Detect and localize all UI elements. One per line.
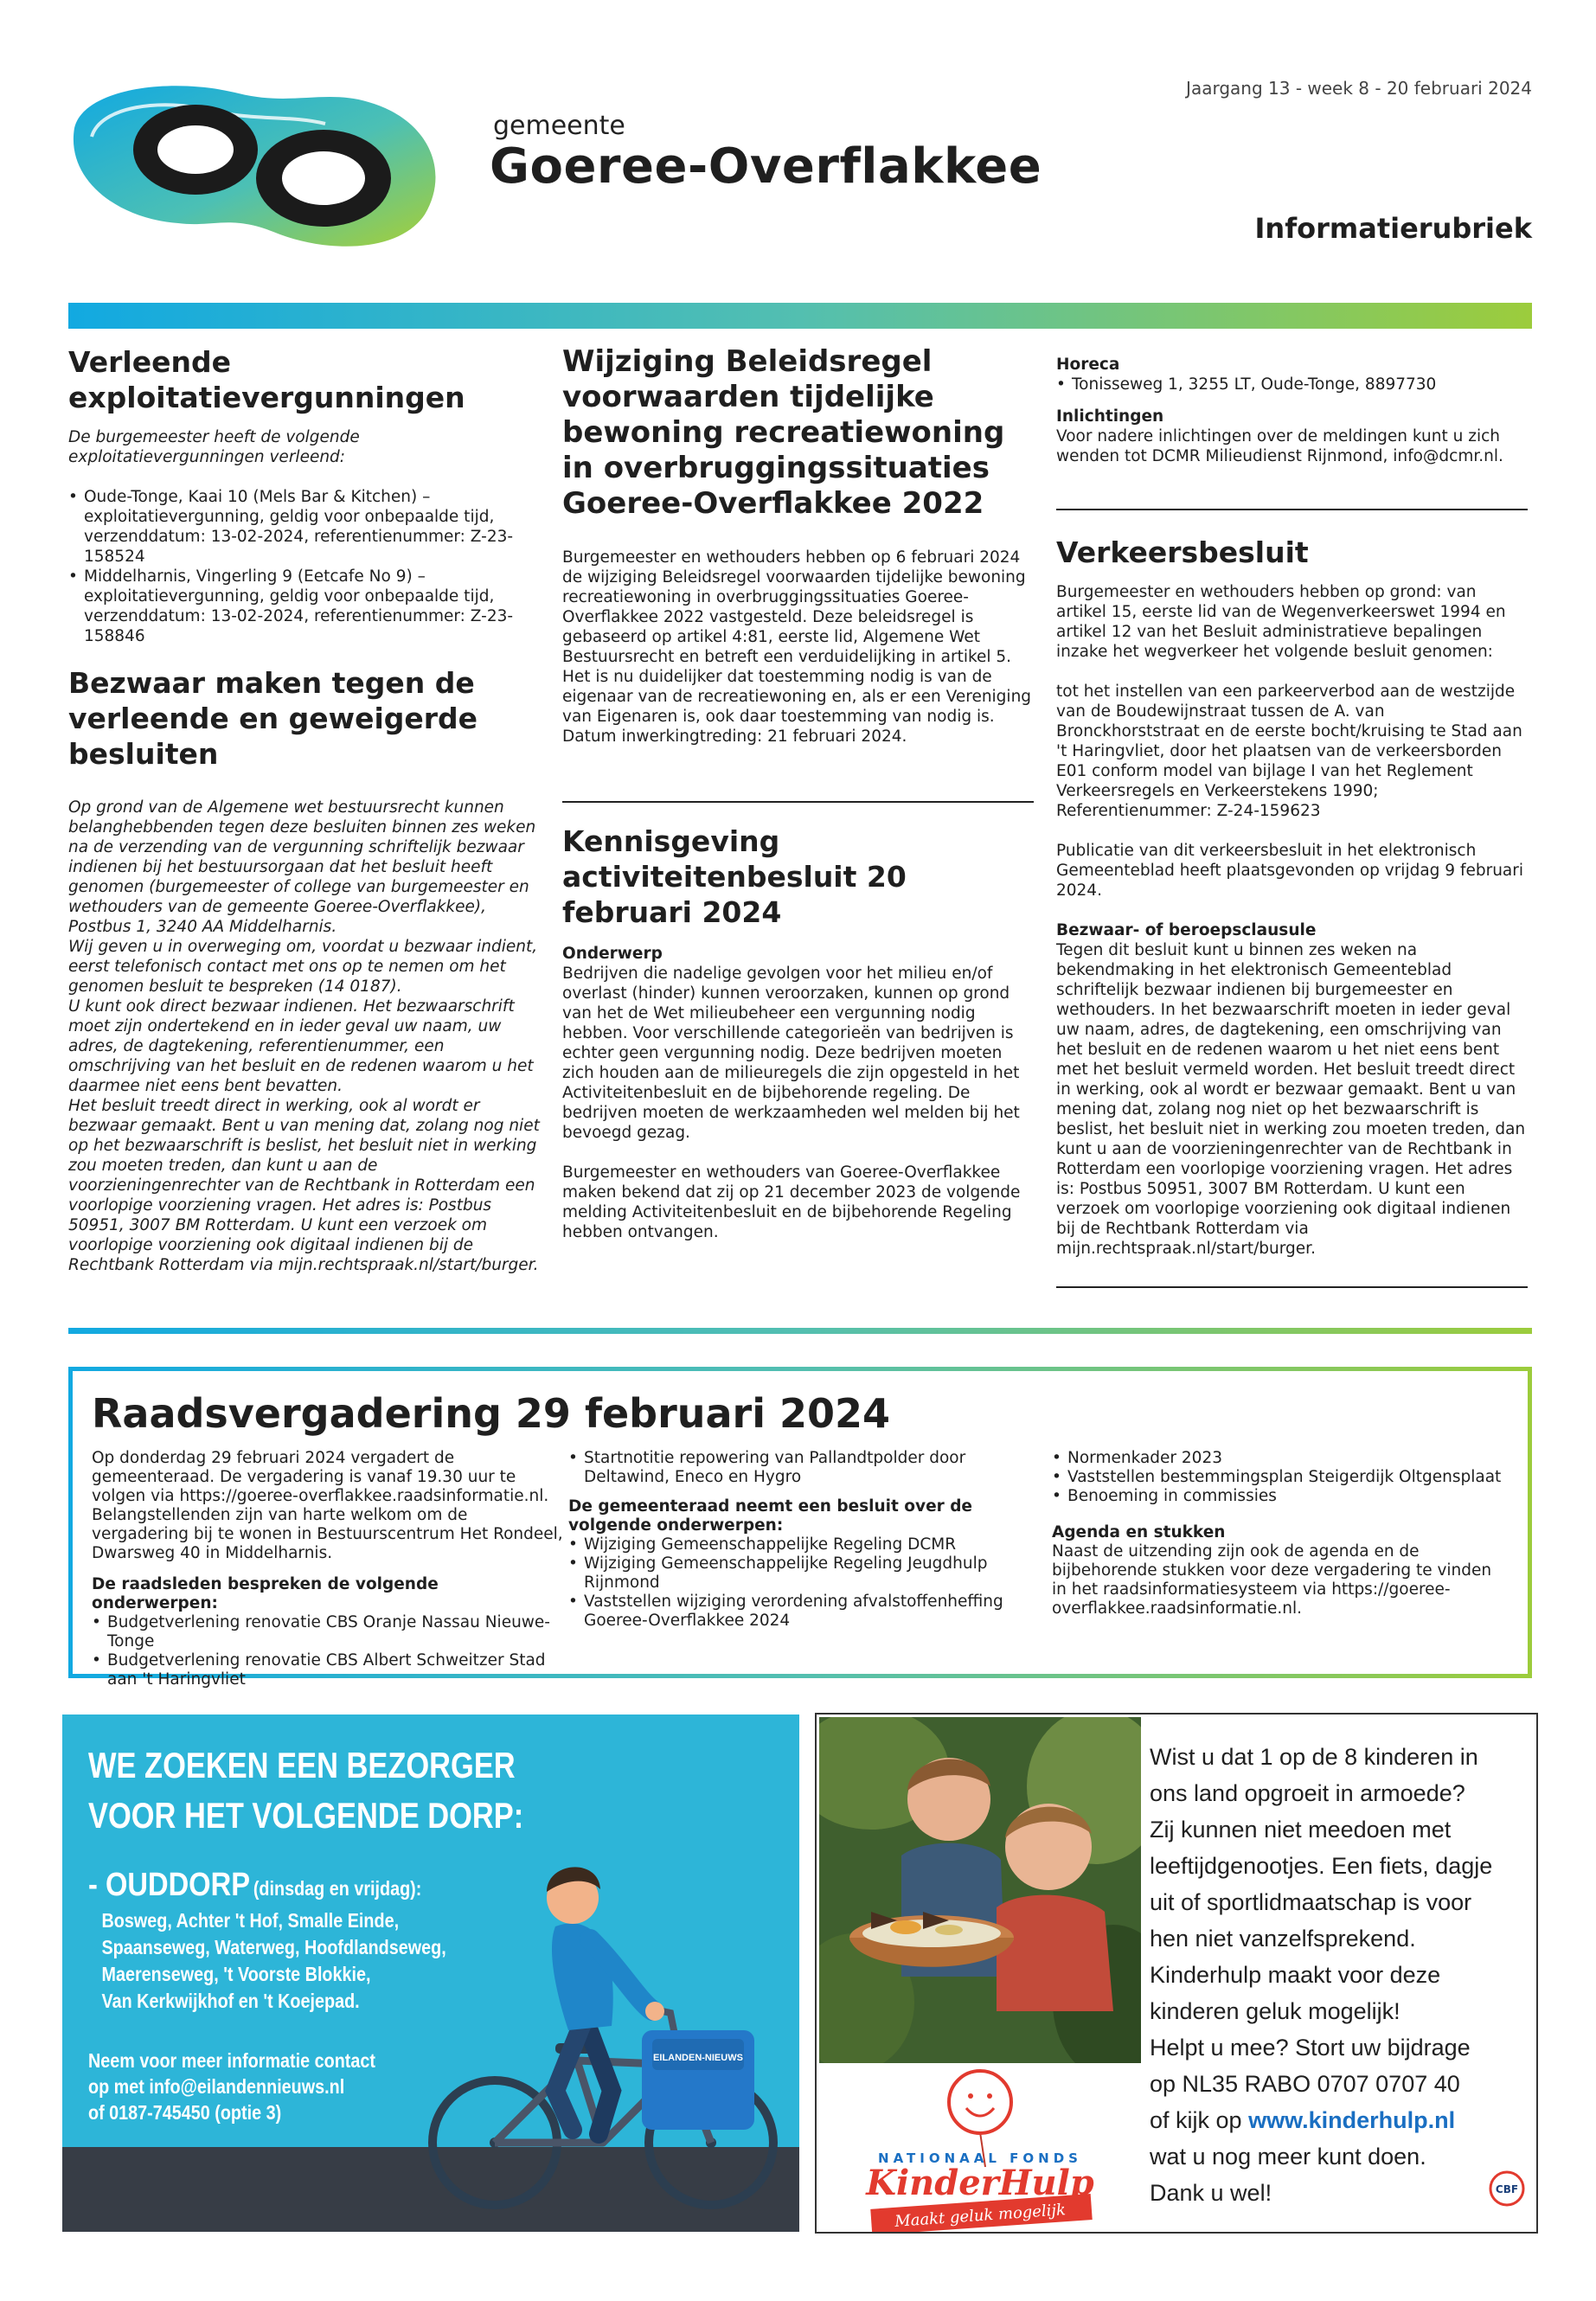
heading-exploitatievergunningen: Verleende exploitatievergunningen (68, 345, 465, 414)
paragraph: Wij geven u in overweging om, voordat u bezwaar indient, eerst telefonisch contact met ons op te nemen om het genomen besluit te bespreken (14 0187). (68, 938, 538, 996)
paragraph: Op donderdag 29 februari 2024 vergadert de gemeenteraad. De vergadering is vanaf 19.30 uur te volgen via https://goeree-overflakkee.raadsinformatie.nl. Belangstellenden zijn van harte welkom om de vergadering bij te wonen in Bestuurscentrum Het Rondeel, Dwarsweg 40 in Middelharnis. (92, 1449, 563, 1562)
list-item: • Tonisseweg 1, 3255 LT, Oude-Tonge, 8897730 (1056, 375, 1528, 394)
list-item: • Budgetverlening renovatie CBS Oranje Nassau Nieuwe-Tonge (92, 1613, 563, 1651)
street-list: Bosweg, Achter 't Hof, Smalle Einde, Spaanseweg, Waterweg, Hoofdlandseweg, Maerenseweg, 't Voorste Blokkie, Van Kerkwijkhof en 't Koejepad. (101, 1909, 446, 2012)
section-divider (1056, 509, 1528, 510)
subheading: Inlichtingen (1056, 407, 1164, 426)
list-item: • Budgetverlening renovatie CBS Albert Schweitzer Stad aan 't Haringvliet (92, 1651, 563, 1689)
paragraph: tot het instellen van een parkeerverbod aan de westzijde van de Boudewijnstraat tussen de A. van Bronckhorststraat en de eerste bocht/kruising te Stad aan 't Haringvliet, door het plaatsen van de verkeersborden E01 conform model van bijlage I van het Reglement Verkeersregels en Verkeerstekens 1990; Referentienummer: Z-24-159623 (1056, 683, 1522, 820)
column-2 (562, 344, 1034, 747)
permit-list (68, 487, 540, 646)
section-divider (1056, 1286, 1528, 1288)
gradient-divider-top (68, 303, 1532, 329)
list-item: • Vaststellen wijziging verordening afvalstoffenheffing Goeree-Overflakkee 2024 (568, 1593, 1031, 1631)
bag-label: EILANDEN-NIEUWS (653, 2053, 743, 2063)
column-3 (1056, 355, 1528, 466)
paragraph: Tegen dit besluit kunt u binnen zes weken na bekendmaking in het elektronisch Gemeenteblad schriftelijk bezwaar indienen bij burgemeester en wethouders. In het bezwaarschrift moeten in ieder geval uw naam, adres, de dagtekening, een omschrijving van het besluit en de redenen waarom u het niet eens bent met het besluit vermeld worden. Het besluit treedt direct in werking, ook al wordt er bezwaar gemaakt. Bent u van mening dat, zolang nog niet op het bezwaarschrift is beslist, het besluit niet in werking zou moeten treden, dan kunt u aan de voorzieningenrechter van de Rechtbank in Rotterdam een voorlopige voorziening vragen. Het adres is: Postbus 50951, 3007 BM Rotterdam. U kunt een verzoek om voorlopige voorziening ook digitaal indienen bij de Rechtbank Rotterdam via mijn.rechtspraak.nl/start/burger. (1056, 941, 1526, 1258)
council-column-2 (568, 1449, 1031, 1631)
kinderhulp-link[interactable]: www.kinderhulp.nl (1248, 2107, 1456, 2133)
paragraph: Publicatie van dit verkeersbesluit in het elektronisch Gemeenteblad heeft plaatsgevonden op vrijdag 9 februari 2024. (1056, 842, 1523, 900)
heading-bezwaar: Bezwaar maken tegen de verleende en geweigerde besluiten (68, 666, 478, 771)
town-name: - OUDDORP (88, 1867, 251, 1903)
paragraph: Het besluit treedt direct in werking, ook al wordt er bezwaar gemaakt. Bent u van mening dat, zolang nog niet op het bezwaarschrift is beslist, het besluit niet in werking zou moeten treden, dan kunt u aan de voorzieningenrechter van de Rechtbank in Rotterdam een voorlopige voorziening vragen. Het adres is: Postbus 50951, 3007 BM Rotterdam. U kunt een verzoek om voorlopige voorziening ook digitaal indienen bij de Rechtbank Rotterdam via mijn.rechtspraak.nl/start/burger. (68, 1097, 540, 1274)
list-item: • Oude-Tonge, Kaai 10 (Mels Bar & Kitchen) – exploitatievergunning, geldig voor onbepaalde tijd, verzenddatum: 13-02-2024, referentienummer: Z-23-158524 (68, 487, 540, 567)
kinderhulp-ad (815, 1713, 1538, 2234)
issue-info: Jaargang 13 - week 8 - 20 februari 2024 (1186, 78, 1532, 99)
cbf-seal (1488, 2170, 1526, 2216)
paragraph: Bedrijven die nadelige gevolgen voor het milieu en/of overlast (hinder) kunnen veroorzaken, kunnen op grond van het de Wet milieubeheer een vergunning nodig hebben. Voor verschillende categorieën van bedrijven is echter geen vergunning nodig. Deze bedrijven moeten zich houden aan de milieuregels die zijn opgesteld in het Activiteitenbesluit en de bijbehorende regeling. De bedrijven moeten de werkzaamheden wel melden bij het bevoegd gezag. (562, 965, 1020, 1142)
delivery-person-ad (62, 1715, 799, 2232)
intro-text: De burgemeester heeft de volgende exploitatievergunningen verleend: (68, 428, 360, 466)
paragraph: Datum inwerkingtreding: 21 februari 2024. (562, 727, 907, 746)
paragraph: Burgemeester en wethouders van Goeree-Overflakkee maken bekend dat zij op 21 december 2023 de volgende melding Activiteitenbesluit en de bijbehorende Regeling hebben ontvangen. (562, 1163, 1021, 1241)
kinderhulp-text: Wist u dat 1 op de 8 kinderen in ons land opgroeit in armoede? Zij kunnen niet meedoen met leeftijdgenootjes. Een fiets, dagje uit of sportlidmaatschap is voor hen niet vanzelfsprekend. Kinderhulp maakt voor deze kinderen geluk mogelijk! Helpt u mee? Stort uw bijdrage op NL35 RABO 0707 0707 40 of kijk op www.kinderhulp.nl wat u nog meer kunt doen. Dank u wel! (1150, 1744, 1493, 2206)
municipality-logo (66, 76, 446, 253)
list-item: • Startnotitie repowering van Pallandtpolder door Deltawind, Eneco en Hygro (568, 1449, 1031, 1487)
list-item: • Vaststellen bestemmingsplan Steigerdijk Oltgensplaat (1052, 1468, 1502, 1487)
column-3-lower (1056, 535, 1528, 1259)
section-label: Informatierubriek (1254, 212, 1532, 245)
section-divider (562, 801, 1034, 803)
list-item: • Benoeming in commissies (1052, 1487, 1502, 1506)
paragraph: Voor nadere inlichtingen over de meldingen kunt u zich wenden tot DCMR Milieudienst Rijnmond, info@dcmr.nl. (1056, 427, 1503, 465)
logo-name: KinderHulp (866, 2163, 1094, 2203)
route-details (88, 1867, 446, 2015)
column-2-lower (562, 824, 1034, 1242)
paragraph: Op grond van de Algemene wet bestuursrecht kunnen belanghebbenden tegen deze besluiten binnen zes weken na de verzending van de vergunning schriftelijk bezwaar indienen bij het bestuursorgaan dat het besluit heeft genomen (burgemeester of college van burgemeester en wethouders van de gemeente Goeree-Overflakkee), Postbus 1, 3240 AA Middelharnis. (68, 798, 536, 936)
subheading: Horeca (1056, 356, 1120, 374)
list-item: • Wijziging Gemeenschappelijke Regeling DCMR (568, 1535, 1031, 1554)
municipality-prefix: gemeente (493, 111, 625, 141)
ad-headline: WE ZOEKEN EEN BEZORGER VOOR HET VOLGENDE DORP: (88, 1745, 524, 1836)
subheading: Onderwerp (562, 945, 663, 963)
subheading: Bezwaar- of beroepsclausule (1056, 921, 1317, 939)
gradient-divider-middle (68, 1328, 1532, 1334)
list-item: • Middelharnis, Vingerling 9 (Eetcafe No 9) – exploitatievergunning, geldig voor onbepaalde tijd, verzenddatum: 13-02-2024, referentienummer: Z-23-158846 (68, 567, 540, 646)
heading-beleidsregel: Wijziging Beleidsregel voorwaarden tijdelijke bewoning recreatiewoning in overbruggingssituaties Goeree-Overflakkee 2022 (562, 344, 1005, 521)
kinderhulp-logo (819, 2063, 1141, 2232)
list-item: • Normenkader 2023 (1052, 1449, 1502, 1468)
council-column-1 (92, 1449, 563, 1689)
council-meeting-box (68, 1367, 1532, 1689)
paragraph: Burgemeester en wethouders hebben op 6 februari 2024 de wijziging Beleidsregel voorwaarden tijdelijke bewoning recreatiewoning in overbruggingssituaties Goeree-Overflakkee 2022 vastgesteld. Deze beleidsregel is gebaseerd op artikel 4:81, eerste lid, Algemene Wet Bestuursrecht en betreft een verduidelijking in artikel 5. Het is nu duidelijker dat toestemming nodig is van de eigenaar van de recreatiewoning en, als er een Vereniging van Eigenaren is, ook daar toestemming van nodig is. (562, 548, 1032, 726)
delivery-days: (dinsdag en vrijdag): (253, 1877, 422, 1900)
subheading: Agenda en stukken (1052, 1523, 1226, 1541)
subheading: De gemeenteraad neemt een besluit over de volgende onderwerpen: (568, 1497, 972, 1535)
logo-top-text: NATIONAAL FONDS (878, 2150, 1082, 2166)
heading-activiteitenbesluit: Kennisgeving activiteitenbesluit 20 februari 2024 (562, 824, 907, 929)
logo-tagline: Maakt geluk mogelijk (894, 2201, 1067, 2231)
column-1 (68, 344, 540, 1275)
paragraph: Naast de uitzending zijn ook de agenda en de bijbehorende stukken voor deze vergadering te vinden in het raadsinformatiesysteem via https://goeree-overflakkee.raadsinformatie.nl. (1052, 1542, 1492, 1618)
council-column-3 (1052, 1449, 1502, 1618)
subheading: De raadsleden bespreken de volgende onderwerpen: (92, 1575, 439, 1612)
paragraph: U kunt ook direct bezwaar indienen. Het bezwaarschrift moet zijn ondertekend en in ieder geval uw naam, uw adres, de dagtekening, referentienummer, een omschrijving van het besluit en de redenen waarom u het daarmee niet eens bent bevatten. (68, 997, 534, 1095)
cyclist-illustration (426, 1844, 798, 2232)
heading-verkeersbesluit: Verkeersbesluit (1056, 535, 1309, 569)
council-meeting-title: Raadsvergadering 29 februari 2024 (92, 1390, 891, 1437)
svg-text:CBF: CBF (1495, 2183, 1519, 2195)
municipality-name: Goeree-Overflakkee (490, 138, 1042, 195)
list-item: • Wijziging Gemeenschappelijke Regeling Jeugdhulp Rijnmond (568, 1554, 1031, 1593)
children-photo (819, 1717, 1141, 2063)
paragraph: Burgemeester en wethouders hebben op grond: van artikel 15, eerste lid van de Wegenverkeerswet 1994 en artikel 12 van het Besluit administratieve bepalingen inzake het wegverkeer het volgende besluit genomen: (1056, 583, 1506, 661)
ad-contact: Neem voor meer informatie contact op met info@eilandennieuws.nl of 0187-745450 (optie 3) (88, 2049, 375, 2124)
